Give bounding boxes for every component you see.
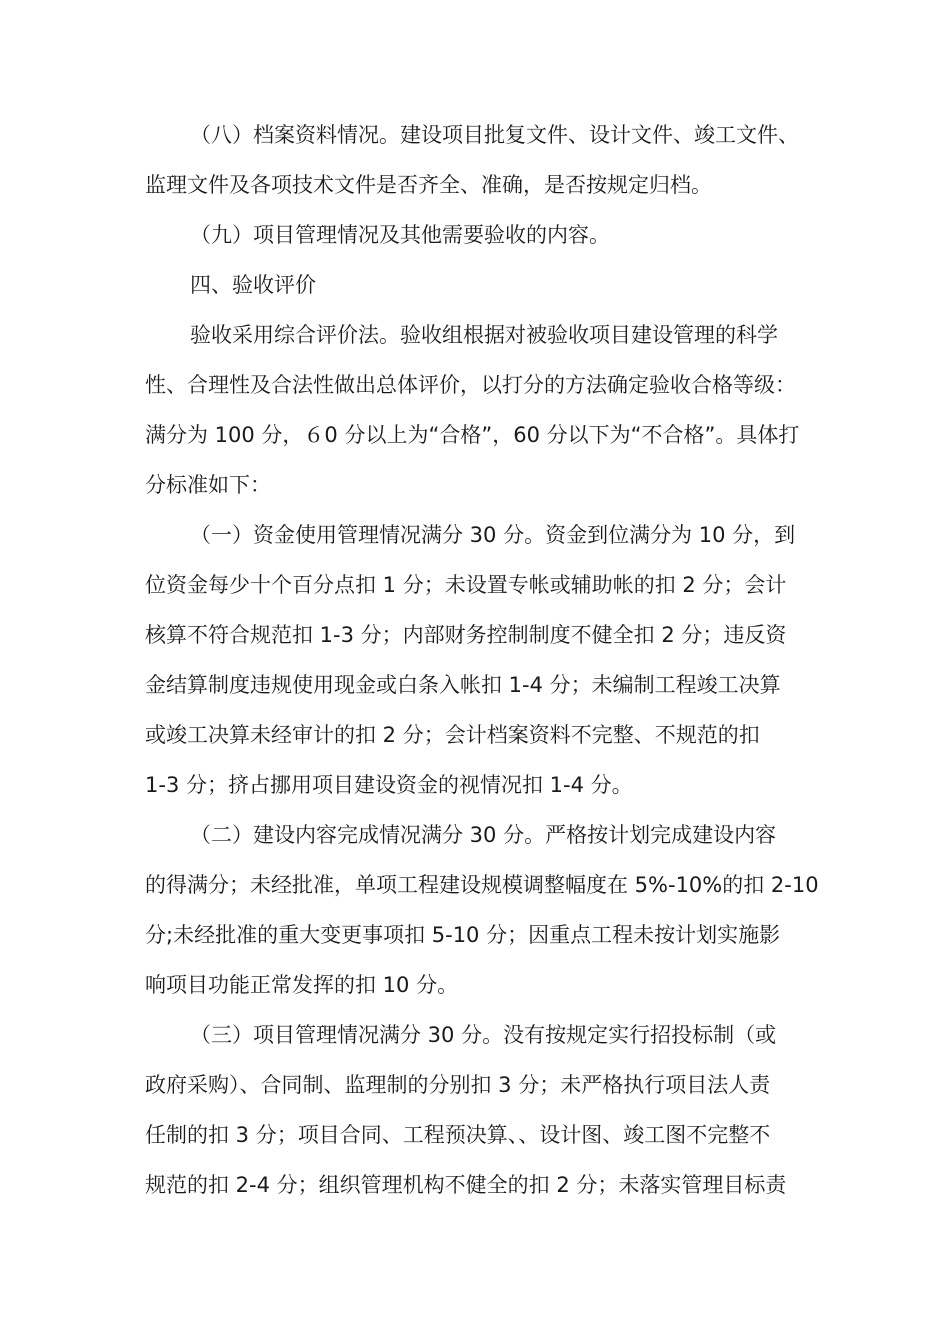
item-1-line-5: 或竣工决算未经审计的扣 2 分；会计档案资料不完整、不规范的扣 xyxy=(145,723,760,747)
item-2-line-4: 响项目功能正常发挥的扣 10 分。 xyxy=(145,973,459,997)
item-1-line-1: （一）资金使用管理情况满分 30 分。资金到位满分为 10 分，到 xyxy=(190,523,796,547)
item-3-line-4: 规范的扣 2-4 分；组织管理机构不健全的扣 2 分；未落实管理目标责 xyxy=(145,1173,787,1197)
item-2-line-1: （二）建设内容完成情况满分 30 分。严格按计划完成建设内容 xyxy=(190,823,777,847)
item-1-line-4: 金结算制度违规使用现金或白条入帐扣 1-4 分；未编制工程竣工决算 xyxy=(145,673,781,697)
item-2-line-2: 的得满分；未经批准，单项工程建设规模调整幅度在 5%-10%的扣 2-10 xyxy=(145,873,819,897)
section-heading-4: 四、验收评价 xyxy=(190,273,316,297)
evaluation-intro-line-2: 性、合理性及合法性做出总体评价，以打分的方法确定验收合格等级： xyxy=(145,373,796,397)
paragraph-8-line-2: 监理文件及各项技术文件是否齐全、准确，是否按规定归档。 xyxy=(145,173,712,197)
item-3-line-1: （三）项目管理情况满分 30 分。没有按规定实行招投标制（或 xyxy=(190,1023,777,1047)
item-2-line-3: 分;未经批准的重大变更事项扣 5-10 分；因重点工程未按计划实施影 xyxy=(145,923,781,947)
paragraph-9-line-1: （九）项目管理情况及其他需要验收的内容。 xyxy=(190,223,610,247)
evaluation-intro-line-3: 满分为 100 分，６0 分以上为“合格”，60 分以下为“不合格”。具体打 xyxy=(145,423,800,447)
evaluation-intro-line-4: 分标准如下： xyxy=(145,473,271,497)
item-1-line-3: 核算不符合规范扣 1-3 分；内部财务控制制度不健全扣 2 分；违反资 xyxy=(145,623,787,647)
item-3-line-2: 政府采购）、合同制、监理制的分别扣 3 分；未严格执行项目法人责 xyxy=(145,1073,771,1097)
item-1-line-2: 位资金每少十个百分点扣 1 分；未设置专帐或辅助帐的扣 2 分；会计 xyxy=(145,573,787,597)
paragraph-8-line-1: （八）档案资料情况。建设项目批复文件、设计文件、竣工文件、 xyxy=(190,123,799,147)
item-1-line-6: 1-3 分；挤占挪用项目建设资金的视情况扣 1-4 分。 xyxy=(145,773,633,797)
evaluation-intro-line-1: 验收采用综合评价法。验收组根据对被验收项目建设管理的科学 xyxy=(190,323,778,347)
item-3-line-3: 任制的扣 3 分；项目合同、工程预决算、、设计图、竣工图不完整不 xyxy=(145,1123,771,1147)
